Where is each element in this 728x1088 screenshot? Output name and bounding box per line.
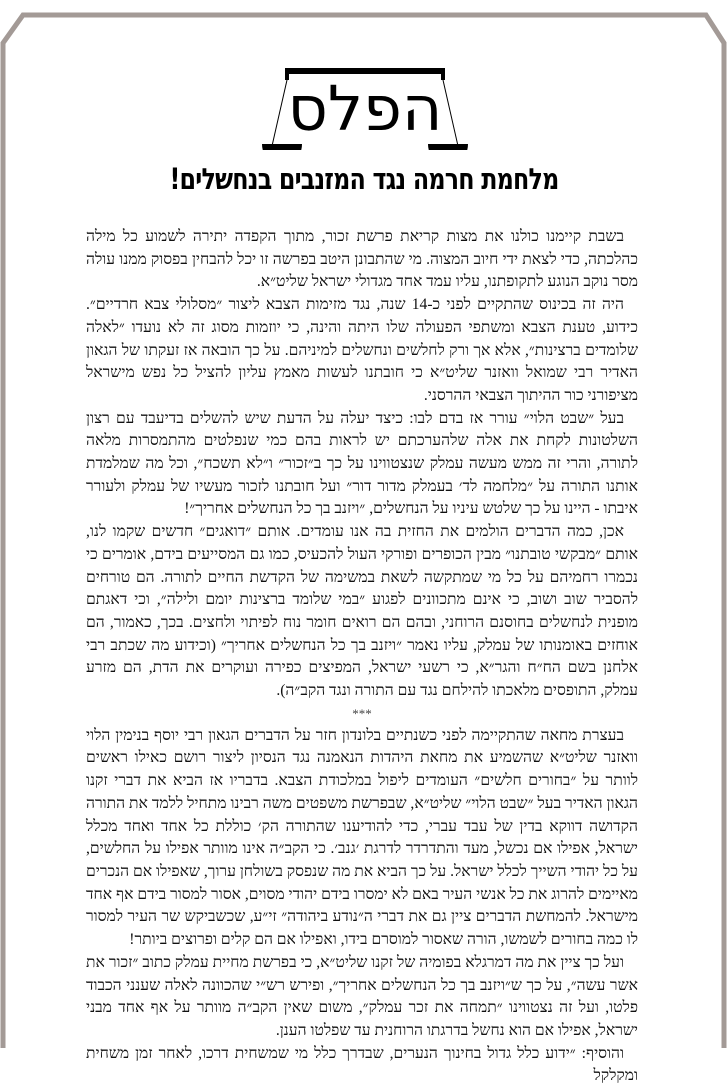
masthead-logo bbox=[260, 40, 470, 150]
article-body bbox=[86, 226, 638, 1088]
paragraph: והוסיף: ״ידוע כלל גדול בחינוך הנערים, שבדרך כלל מי שמשחית דרכו, לאחר זמן משחית ומקלקל bbox=[86, 1044, 638, 1085]
paragraph: ועל כך ציין את מה דמרגלא בפומיה של זקנו שליט״א, כי בפרשת מחיית עמלק כתוב ״זכור את אשר עשה״, על כך ש״ויזנב בך כל הנחשלים אחריך״, ופירש רש״י שהכוונה לאלה שענני הכבוד פלטו, ועל זה נצטווינו ״תמחה את זכר עמלק״, משום שאין הקב״ה מוותר על אף אחד מבני ישראל, אפילו אם הוא נחשל בדרגתו הרוחנית עד שפלטו הענן. bbox=[86, 953, 638, 1039]
paragraph: בשבת קיימנו כולנו את מצות קריאת פרשת זכור, מתוך הקפדה יתירה לשמוע כל מילה כהלכתה, כדי לצאת ידי חיוב המצוה. מי שהתבונן היטב בפרשה זו יכל להבחין בפסוק ממנו עולה מסר נוקב הנוגע לתקופתנו, עליו עמד אחד מגדולי ישראל שליט״א. bbox=[86, 228, 638, 291]
scales-icon bbox=[260, 40, 470, 150]
logo-text: הפלס bbox=[287, 72, 443, 145]
paragraph: היה זה בכינוס שהתקיים לפני כ-14 שנה, נגד מזימות הצבא ליצור ״מסלולי צבא חרדיים״. כידוע, טענת הצבא ומשתפי הפעולה שלו היתה והינה, כי יוזמות מסוג זה לא נועדו ״לאלה שלומדים ברצינות״, אלא אך ורק לחלשים ונחשלים למיניהם. על כך הובאה אז זעקתו של הגאון האדיר רבי שמואל וואזנר שליט״א כי חובתנו לעשות מאמץ עליון להציל כל נפש מישראל מציפורני כור ההיתוך הצבאי ההרסני. bbox=[86, 296, 638, 404]
paragraph: בעל ״שבט הלוי״ עורר אז בדם לבו: כיצד יעלה על הדעת שיש להשלים בדיעבד עם רצון השלטונות לקחת את אלה שלהערכתם יש לראות בהם כמי שנפלטים מהתמסרות מלאה לתורה, והרי זה ממש מעשה עמלק שנצטווינו על כך ב״זכור״ ו״לא תשכח״, וכל מה שמלמדת אותנו התורה על ״מלחמה לד׳ בעמלק מדור דור״ ועל חובתנו לזכור מעשיו של עמלק ולעורר איבתו - היינו על כך שלטש עיניו על הנחשלים, ״ויזנב בך כל הנחשלים אחריך״! bbox=[86, 409, 638, 518]
section-separator: *** bbox=[352, 705, 372, 721]
paragraph: בעצרת מחאה שהתקיימה לפני כשנתיים בלונדון חזר על הדברים הגאון רבי יוסף בנימין הלוי וואזנר שליט״א שהשמיע את מחאת היהדות הנאמנה נגד הנסיון ליצור רושם כאילו ראשים לוותר על ״בחורים חלשים״ העומדים ליפול במלכודת הצבא. בדבריו אז הביא את דברי זקנו הגאון האדיר בעל ״שבט הלוי״ שליט״א, שבפרשת משפטים משה רבינו מתחיל ללמד את התורה הקדושה דווקא בדין של עבד עברי, כדי להודיענו שהתורה הק׳ כוללת כל אחד ואחד מכלל ישראל, אפילו אם נכשל, מעד והתדרדר לדרגת ׳גנב׳. כי הקב״ה אינו מוותר אפילו על החלשים, על כל יהודי השייך לכלל ישראל. על כך הביא את מה שנפסק בשולחן ערוך, שאפילו אם הנכרים מאיימים להרוג את כל אנשי העיר באם לא ימסרו בידם יהודי מסוים, אסור למסור בידם אף אחד מישראל. להמחשת הדברים ציין גם את דברי ה״נודע ביהודה״ זי״ע, שכשביקש שר העיר למסור לו כמה בחורים לשמשו, הורה שאסור למוסרם בידו, ואפילו אם הם קלים ופרוצים ביותר! bbox=[86, 726, 638, 949]
headline: מלחמת חרמה נגד המזנבים בנחשלים! bbox=[169, 162, 559, 196]
paragraph: אכן, כמה הדברים הולמים את החזית בה אנו עומדים. אותם ״דואגים״ חדשים שקמו לנו, אותם ״מבקשי טובתנו״ מבין הכופרים ופורקי העול להכעיס, כמו גם המסייעים בידם, אומרים כי נכמרו רחמיהם על כל מי שמתקשה לשאת במשימה של הקדשת החיים לתורה. הם טורחים להסביר שוב ושוב, כי אינם מתכוונים לפגוע ״במי שלומד ברצינות יומם ולילה״, וכי דאגתם מופנית לנחשלים בחוסנם הרוחני, ובהם הם רואים חומר נוח לפיתוי ולחצים. בכך, כאמור, הם אוחזים באומנותו של עמלק, עליו נאמר ״ויזנב בך כל הנחשלים אחריך״ (וכידוע מה שכתב רבי אלחנן בשם הח״ח והגר״א, כי רשעי ישראל, המפיצים כפירה ועוקרים את הדת, הם מזרע עמלק, התופסים מלאכתו להילחם נגד עם התורה ונגד הקב״ה). bbox=[86, 523, 638, 700]
